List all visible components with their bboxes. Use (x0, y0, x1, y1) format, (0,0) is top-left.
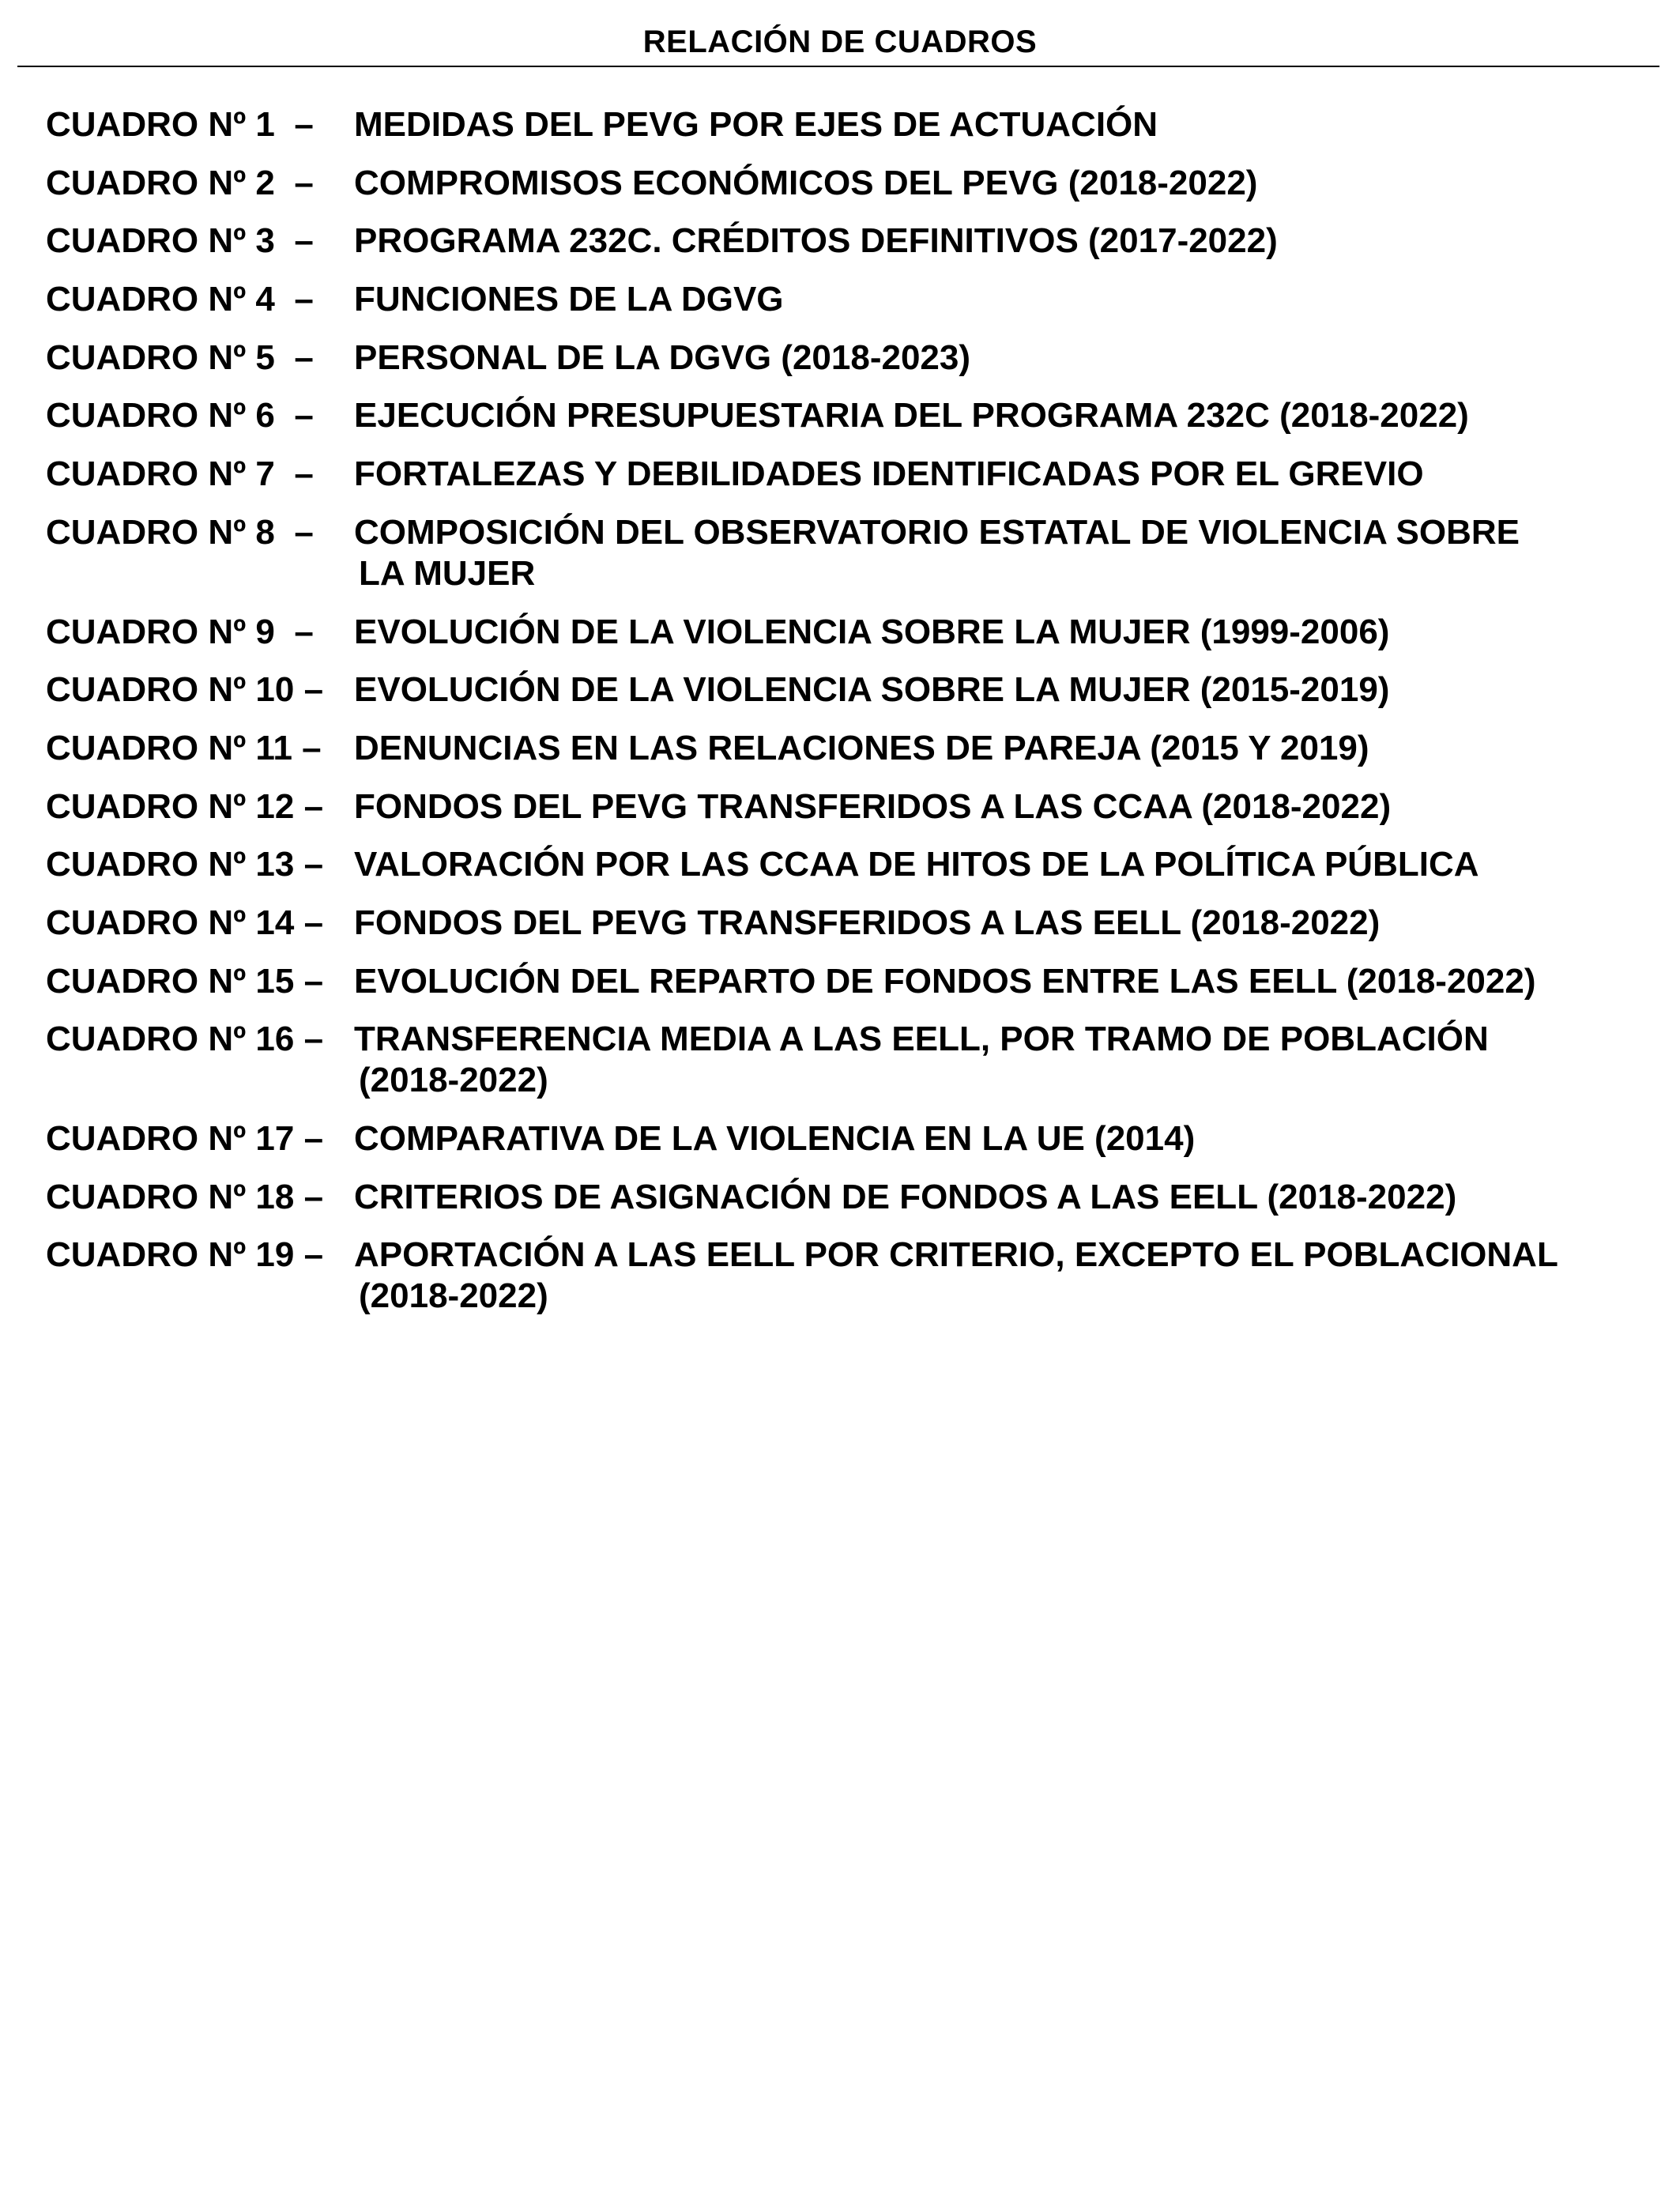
cuadro-number: CUADRO Nº 18 – (46, 1177, 324, 1216)
cuadro-title: EVOLUCIÓN DE LA VIOLENCIA SOBRE LA MUJER (1999-2006) (354, 612, 1390, 651)
cuadro-title: EVOLUCIÓN DEL REPARTO DE FONDOS ENTRE LAS EELL (2018-2022) (354, 961, 1536, 1001)
cuadro-title-block (354, 221, 1666, 262)
cuadro-title-block (354, 337, 1666, 379)
cuadro-title: FONDOS DEL PEVG TRANSFERIDOS A LAS CCAA (2018-2022) (354, 786, 1392, 826)
cuadro-entry-4[interactable] (46, 279, 1666, 320)
cuadro-title-block (354, 786, 1666, 827)
cuadros-list (46, 104, 1666, 1334)
cuadro-entry-5[interactable] (46, 337, 1666, 379)
cuadro-number: CUADRO Nº 6 – (46, 396, 314, 435)
cuadro-title: FORTALEZAS Y DEBILIDADES IDENTIFICADAS POR EL GREVIO (354, 454, 1424, 494)
cuadro-entry-16[interactable] (46, 1019, 1666, 1101)
cuadro-number: CUADRO Nº 7 – (46, 454, 314, 494)
cuadro-entry-12[interactable] (46, 786, 1666, 827)
cuadro-number: CUADRO Nº 12 – (46, 786, 324, 826)
cuadro-number: CUADRO Nº 11 – (46, 728, 322, 767)
cuadro-entry-3[interactable] (46, 221, 1666, 262)
cuadro-number: CUADRO Nº 2 – (46, 163, 314, 202)
cuadro-title-block (354, 1118, 1666, 1159)
cuadro-entry-13[interactable] (46, 844, 1666, 885)
cuadro-entry-1[interactable] (46, 104, 1666, 145)
cuadro-entry-8[interactable] (46, 512, 1666, 594)
cuadro-number: CUADRO Nº 8 – (46, 512, 314, 552)
cuadro-number: CUADRO Nº 1 – (46, 105, 314, 144)
cuadro-title-block (354, 454, 1666, 495)
cuadro-title: FONDOS DEL PEVG TRANSFERIDOS A LAS EELL (2018-2022) (354, 903, 1381, 942)
cuadro-number: CUADRO Nº 15 – (46, 961, 324, 1001)
cuadro-number: CUADRO Nº 19 – (46, 1235, 324, 1275)
cuadro-number: CUADRO Nº 17 – (46, 1119, 324, 1158)
cuadro-title: APORTACIÓN A LAS EELL POR CRITERIO, EXCEPTO EL POBLACIONAL (354, 1235, 1558, 1275)
cuadro-title-block (354, 669, 1666, 711)
cuadro-title: CRITERIOS DE ASIGNACIÓN DE FONDOS A LAS EELL (2018-2022) (354, 1177, 1457, 1216)
cuadro-entry-19[interactable] (46, 1235, 1666, 1317)
page-title: RELACIÓN DE CUADROS (642, 25, 1038, 59)
cuadro-title: TRANSFERENCIA MEDIA A LAS EELL, POR TRAMO DE POBLACIÓN (354, 1020, 1489, 1059)
title-divider (17, 66, 1659, 67)
cuadro-entry-17[interactable] (46, 1118, 1666, 1159)
cuadro-title-block (354, 395, 1666, 436)
cuadro-title: PERSONAL DE LA DGVG (2018-2023) (354, 337, 971, 377)
cuadro-title: COMPOSICIÓN DEL OBSERVATORIO ESTATAL DE VIOLENCIA SOBRE (354, 512, 1520, 552)
cuadro-title-block (354, 163, 1666, 204)
cuadro-title-block (354, 104, 1666, 145)
cuadro-title-block (354, 512, 1666, 594)
cuadro-title-block (354, 279, 1666, 320)
cuadro-number: CUADRO Nº 16 – (46, 1020, 324, 1059)
cuadro-title: VALORACIÓN POR LAS CCAA DE HITOS DE LA POLÍTICA PÚBLICA (354, 845, 1479, 884)
cuadro-title: EVOLUCIÓN DE LA VIOLENCIA SOBRE LA MUJER (2015-2019) (354, 670, 1390, 710)
cuadro-title: EJECUCIÓN PRESUPUESTARIA DEL PROGRAMA 232C (2018-2022) (354, 396, 1469, 435)
cuadro-title-continuation: (2018-2022) (359, 1061, 548, 1100)
cuadro-entry-9[interactable] (46, 612, 1666, 653)
cuadro-entry-11[interactable] (46, 728, 1666, 769)
cuadro-entry-14[interactable] (46, 903, 1666, 944)
cuadro-title-block (354, 1235, 1666, 1317)
cuadro-entry-15[interactable] (46, 961, 1666, 1002)
cuadro-number: CUADRO Nº 13 – (46, 845, 324, 884)
cuadro-entry-6[interactable] (46, 395, 1666, 436)
cuadro-title-block (354, 903, 1666, 944)
cuadro-title: MEDIDAS DEL PEVG POR EJES DE ACTUACIÓN (354, 105, 1158, 144)
cuadro-title-continuation: (2018-2022) (359, 1276, 548, 1316)
cuadro-entry-7[interactable] (46, 454, 1666, 495)
cuadro-number: CUADRO Nº 5 – (46, 337, 314, 377)
cuadro-title-block (354, 1177, 1666, 1218)
cuadro-number: CUADRO Nº 9 – (46, 612, 314, 651)
cuadro-number: CUADRO Nº 14 – (46, 903, 324, 942)
cuadro-title-block (354, 612, 1666, 653)
cuadro-number: CUADRO Nº 3 – (46, 221, 314, 261)
cuadro-title: COMPARATIVA DE LA VIOLENCIA EN LA UE (2014) (354, 1119, 1196, 1158)
cuadro-entry-18[interactable] (46, 1177, 1666, 1218)
cuadro-title: PROGRAMA 232C. CRÉDITOS DEFINITIVOS (2017-2022) (354, 221, 1278, 261)
cuadro-title: FUNCIONES DE LA DGVG (354, 280, 784, 319)
cuadro-title-block (354, 728, 1666, 769)
cuadro-number: CUADRO Nº 4 – (46, 280, 314, 319)
cuadro-entry-10[interactable] (46, 669, 1666, 711)
cuadro-title: DENUNCIAS EN LAS RELACIONES DE PAREJA (2015 Y 2019) (354, 728, 1369, 767)
cuadro-number: CUADRO Nº 10 – (46, 670, 324, 710)
cuadro-title-continuation: LA MUJER (359, 553, 536, 593)
cuadro-title-block (354, 961, 1666, 1002)
cuadro-title-block (354, 844, 1666, 885)
cuadro-title-block (354, 1019, 1666, 1101)
cuadro-title: COMPROMISOS ECONÓMICOS DEL PEVG (2018-2022) (354, 163, 1258, 202)
cuadro-entry-2[interactable] (46, 163, 1666, 204)
